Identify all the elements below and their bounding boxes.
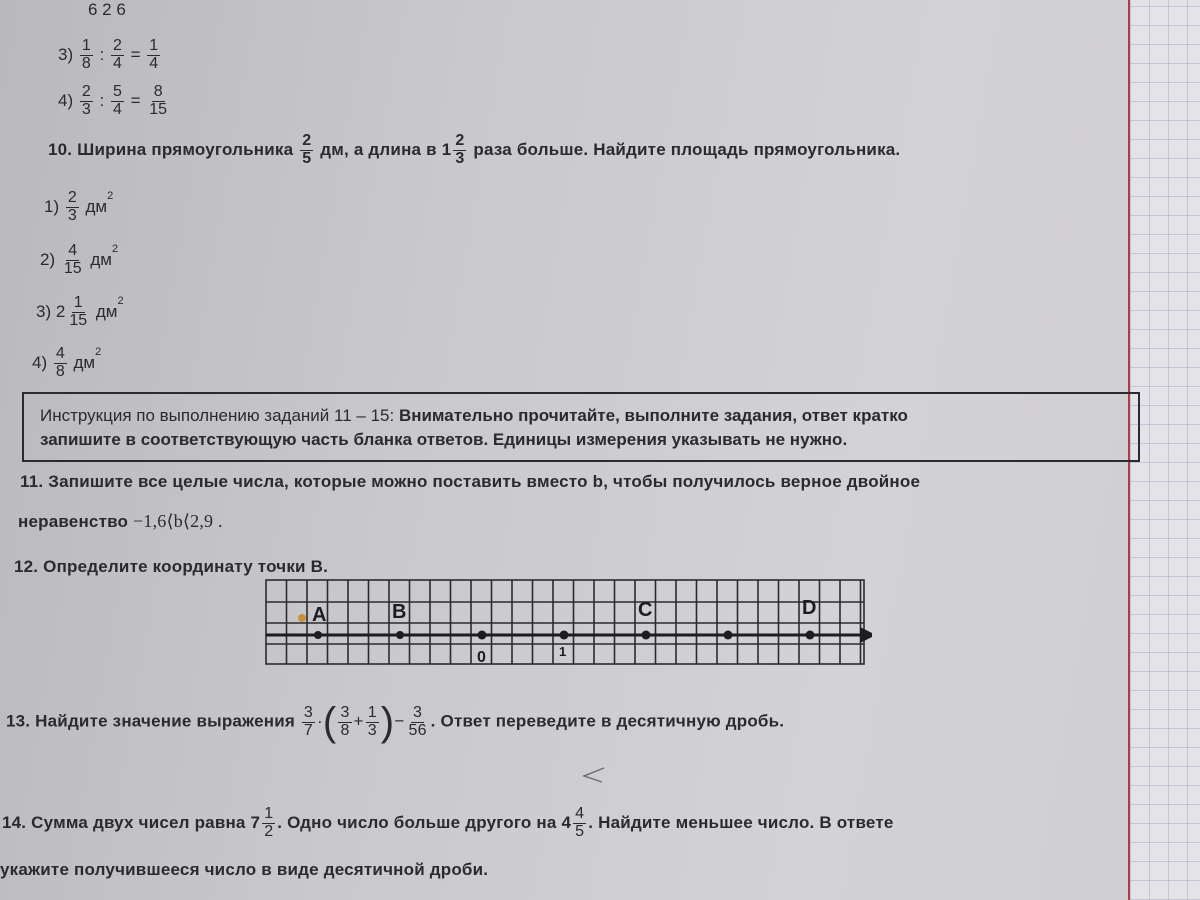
question-text: 13. Найдите значение выражения [6,711,295,731]
unit-power: 2 [112,243,119,255]
fraction [80,84,93,119]
fraction [573,806,586,841]
mixed-whole: 7 [250,812,261,832]
option-label: 3) [58,44,74,64]
fraction [147,84,169,119]
denominator: 15 [149,100,168,118]
denominator: 7 [303,721,314,739]
denominator: 4 [149,54,159,72]
unit: дм [95,301,118,321]
pencil-mark [578,764,612,786]
unit-power: 2 [117,295,124,307]
denominator: 3 [367,721,377,739]
instruction-box [22,392,1140,462]
numerator: 5 [112,83,122,100]
denominator: 8 [81,54,91,72]
question-14-line-2: укажите получившееся число в виде десятичной дроби. [0,860,489,879]
instruction-line-1 [40,404,1122,428]
option-label: 2) [40,249,56,269]
q9-option-4 [58,84,171,119]
q10-option-1 [44,190,113,225]
option-label: 4) [32,352,48,372]
q9-option-3 [58,38,162,73]
option-label: 4) [58,90,74,110]
fraction [366,705,379,740]
q10-option-4 [32,346,101,381]
operator: : [99,44,105,64]
numerator: 4 [55,345,65,362]
denominator: 15 [63,259,82,277]
question-text: . Одно число больше другого на [277,812,557,832]
tick-label-zero: 0 [477,649,486,666]
unit-power: 2 [95,346,102,358]
number-line-grid [262,578,872,666]
mixed-whole: 4 [561,812,572,832]
denominator: 3 [67,206,77,224]
option-label: 3) [36,301,52,321]
q10-option-2 [40,243,118,278]
equals-sign: = [130,90,141,110]
instruction-prefix: Инструкция по выполнению заданий 11 – 15: [40,406,395,425]
denominator: 2 [264,822,274,840]
mixed-whole: 2 [55,301,66,321]
question-text: раза больше. Найдите площадь прямоугольника. [473,139,901,159]
denominator: 3 [81,100,91,118]
question-text: Ширина прямоугольника [77,139,294,159]
numerator: 8 [153,83,163,100]
question-11-line-1: 11. Запишите все целые числа, которые можно поставить вместо b, чтобы получилось верное двойное [20,472,921,491]
unit: дм [85,196,108,216]
question-number: 10. [48,139,73,159]
denominator: 5 [302,149,312,167]
denominator: 5 [575,822,585,840]
fraction [147,38,160,73]
fraction [302,705,315,740]
question-10 [48,133,900,168]
fraction [111,38,124,73]
fraction [80,38,93,73]
option-label: 1) [44,196,60,216]
denominator: 4 [112,100,122,118]
denominator: 8 [340,721,350,739]
numerator: 4 [575,805,585,822]
numerator: 2 [455,132,465,149]
numerator: 2 [112,37,122,54]
ratio-fraction [453,133,466,168]
point-label-a: A [312,604,327,626]
operator: : [99,90,105,110]
numerator: 3 [413,703,423,721]
fraction [406,705,428,740]
denominator: 15 [69,311,88,329]
equals-sign: = [130,44,141,64]
question-14-line-1 [2,806,894,841]
unit: дм [90,249,112,269]
denominator: 56 [408,721,427,739]
numerator: 1 [264,805,274,822]
unit-power: 2 [107,190,114,202]
numerator: 1 [73,294,83,311]
numerator: 3 [303,703,314,721]
fraction [262,806,275,841]
numerator: 1 [149,37,159,54]
top-fraction-fragment: 6 2 6 [88,0,126,19]
fraction [338,705,351,740]
fraction [111,84,124,119]
question-11-line-2 [18,511,223,532]
point-label-c: C [638,599,653,621]
question-12: 12. Определите координату точки B. [14,557,329,576]
fraction [54,346,67,381]
question-text: дм, а длина в [320,139,437,159]
mixed-whole: 1 [441,139,452,159]
axis-arrow-icon [860,627,872,643]
point-label-d: D [802,597,817,619]
denominator: 4 [112,54,122,72]
numerator: 1 [81,37,91,54]
q10-option-3 [36,295,124,330]
fraction [67,295,89,330]
question-text: . Найдите меньшее число. В ответе [588,812,894,832]
unit: дм [73,352,96,372]
stain-mark [298,614,306,622]
tick-label-one: 1 [559,644,567,659]
width-fraction [300,133,313,168]
numerator: 2 [302,132,312,149]
question-text: . Ответ переведите в десятичную дробь. [430,711,785,731]
operator: + [353,711,364,731]
numerator: 2 [67,189,77,206]
instruction-emphasis: Внимательно прочитайте, выполните задания, ответ кратко [398,406,908,425]
instruction-line-2: запишите в соответствующую часть бланка ответов. Единицы измерения указывать не нужно. [40,430,848,449]
operator: − [394,711,405,731]
numerator: 2 [81,83,91,100]
fraction [66,190,79,225]
point-label-b: B [392,601,407,623]
denominator: 3 [455,149,465,167]
numerator: 4 [68,242,78,259]
denominator: 8 [55,362,65,380]
numerator: 1 [367,703,377,721]
question-text: 14. Сумма двух чисел равна [2,812,246,832]
numerator: 3 [340,703,350,721]
fraction [62,243,84,278]
inequality: −1,6⟨b⟨2,9 . [133,511,223,531]
grid-vertical-lines [287,580,861,664]
question-text: неравенство [18,512,129,531]
question-13: 13. Найдите значение выражения $\frac{3}{7}$ ·( $\frac{3}{8}$ + $\frac{1}{3}$ )− $\frac{3}{56}$ . Ответ переведите в десятичную дробь. [6,700,785,744]
